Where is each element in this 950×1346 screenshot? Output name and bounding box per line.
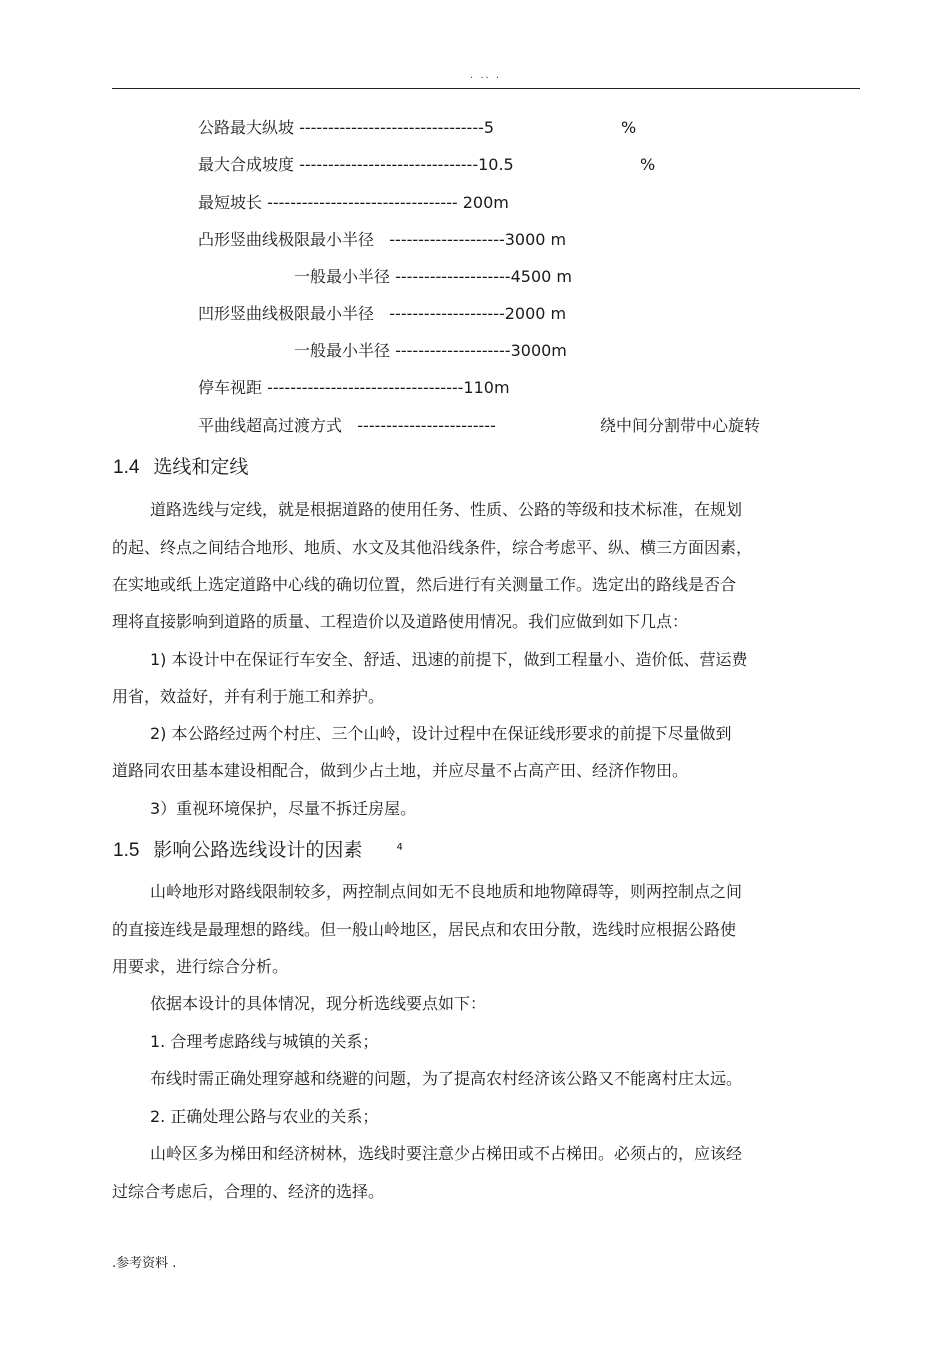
reference-mark: 4 (396, 842, 403, 853)
spec-label: 凸形竖曲线极限最小半径 (198, 230, 375, 249)
spec-row (198, 118, 494, 138)
spec-value: 3000 m (504, 230, 567, 249)
spec-value: 200m (462, 193, 509, 212)
paragraph-line: 理将直接影响到道路的质量、工程造价以及道路使用情况。我们应做到如下几点： (112, 612, 689, 631)
spec-label: 最大合成坡度 (198, 155, 295, 174)
spec-dashes: ------------------------ (357, 416, 496, 435)
paragraph-line: 的直接连线是最理想的路线。但一般山岭地区，居民点和农田分散，选线时应根据公路使 (112, 920, 737, 939)
spec-dashes: --------------------------------- (267, 193, 458, 212)
spec-row (198, 304, 566, 324)
paragraph-line: 用要求，进行综合分析。 (112, 957, 289, 976)
spec-value: 绕中间分割带中心旋转 (600, 416, 761, 435)
section-number: 1.4 (113, 457, 140, 478)
paragraph-line: 山岭地形对路线限制较多，两控制点间如无不良地质和地物障碍等，则两控制点之间 (150, 882, 743, 901)
paragraph-line: 道路同农田基本建设相配合，做到少占土地，并应尽量不占高产田、经济作物田。 (112, 761, 689, 780)
spec-value: 4500 m (510, 267, 572, 286)
spec-label: 一般最小半径 (294, 267, 391, 286)
section-number: 1.5 (113, 840, 140, 861)
spec-value: 3000m (510, 341, 567, 360)
spec-dashes: ------------------------------- (299, 155, 479, 174)
spec-dashes: -------------------- (395, 341, 511, 360)
spec-row (198, 193, 509, 213)
spec-dashes: ---------------------------------- (267, 378, 464, 397)
spec-row (294, 267, 572, 287)
spec-value: 2000 m (504, 304, 567, 323)
spec-row (294, 341, 567, 361)
spec-value: 110m (463, 378, 510, 397)
spec-dashes: -------------------- (395, 267, 511, 286)
spec-dashes: -------------------- (389, 304, 505, 323)
spec-row (198, 378, 510, 398)
spec-row (198, 230, 566, 250)
section-title: 影响公路选线设计的因素 (153, 839, 363, 861)
list-item: 3）重视环境保护，尽量不拆迁房屋。 (150, 799, 417, 818)
list-item: 1. 合理考虑路线与城镇的关系； (150, 1032, 379, 1051)
section-title: 选线和定线 (153, 456, 249, 478)
paragraph-line: 依据本设计的具体情况，现分析选线要点如下： (150, 994, 487, 1013)
spec-label: 公路最大纵坡 (198, 118, 295, 137)
spec-row (198, 416, 496, 436)
spec-value: 5 (483, 118, 495, 137)
spec-label: 停车视距 (198, 378, 263, 397)
header-rule (112, 88, 860, 89)
paragraph-line: 布线时需正确处理穿越和绕避的问题，为了提高农村经济该公路又不能离村庄太远。 (150, 1069, 743, 1088)
spec-row (198, 155, 514, 175)
section-heading (113, 455, 248, 480)
spec-unit: % (640, 155, 656, 174)
list-item: 2) 本公路经过两个村庄、三个山岭，设计过程中在保证线形要求的前提下尽量做到 (150, 724, 732, 743)
paragraph-line: 山岭区多为梯田和经济树林，选线时要注意少占梯田或不占梯田。必须占的，应该经 (150, 1144, 743, 1163)
spec-dashes: -------------------- (389, 230, 505, 249)
header-mark: . .. . (470, 70, 502, 81)
footer-text: .参考资料 . (112, 1256, 177, 1271)
paragraph-line: 的起、终点之间结合地形、地质、水文及其他沿线条件，综合考虑平、纵、横三方面因素， (112, 538, 753, 557)
paragraph-line: 用省，效益好，并有利于施工和养护。 (112, 687, 385, 706)
spec-label: 最短坡长 (198, 193, 263, 212)
spec-value: 10.5 (478, 155, 514, 174)
section-heading (113, 838, 403, 866)
paragraph-line: 道路选线与定线，就是根据道路的使用任务、性质、公路的等级和技术标准，在规划 (150, 500, 743, 519)
spec-unit: % (621, 118, 637, 137)
paragraph-line: 在实地或纸上选定道路中心线的确切位置，然后进行有关测量工作。选定出的路线是否合 (112, 575, 737, 594)
list-item: 2. 正确处理公路与农业的关系； (150, 1107, 379, 1126)
spec-label: 一般最小半径 (294, 341, 391, 360)
spec-label: 凹形竖曲线极限最小半径 (198, 304, 375, 323)
paragraph-line: 过综合考虑后，合理的、经济的选择。 (112, 1182, 385, 1201)
list-item: 1) 本设计中在保证行车安全、舒适、迅速的前提下，做到工程量小、造价低、营运费 (150, 650, 748, 669)
spec-label: 平曲线超高过渡方式 (198, 416, 343, 435)
spec-dashes: -------------------------------- (299, 118, 484, 137)
